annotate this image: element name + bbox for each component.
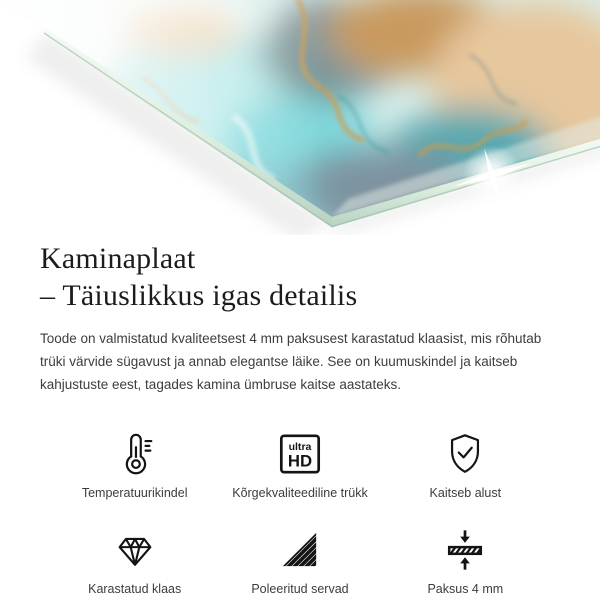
ultra-hd-icon <box>217 427 382 477</box>
feature-label: Karastatud klaas <box>88 582 182 596</box>
feature-polished-edges <box>217 523 382 597</box>
diamond-icon <box>52 523 217 573</box>
feature-print-quality <box>217 427 382 501</box>
product-description: Toode on valmistatud kvaliteetsest 4 mm paksusest karastatud klaasist, mis rõhutab trüki värvide sügavust ja annab elegantse läike. See on kuumuskindel ja kaitseb kahjustuste eest, tagades kamina ümbruse kaitse aastateks. <box>40 331 542 392</box>
features-grid <box>40 427 560 597</box>
feature-thickness <box>383 523 548 597</box>
polished-edges-icon <box>217 523 382 573</box>
ultra-hd-text-top: ultra <box>288 441 312 454</box>
feature-label: Poleeritud servad <box>251 582 349 596</box>
glass-plate-photo <box>0 0 600 235</box>
title-line-1: Kaminaplaat <box>40 242 196 275</box>
title-line-2: – Täiuslikkus igas detailis <box>40 279 358 312</box>
feature-label: Kaitseb alust <box>429 486 502 500</box>
page-title <box>40 240 560 314</box>
feature-label: Temperatuurikindel <box>81 486 188 500</box>
feature-protection <box>383 427 548 501</box>
hero-image <box>0 0 600 235</box>
feature-label: Kõrgekvaliteediline trükk <box>232 486 368 500</box>
ultra-hd-text-bottom: HD <box>287 451 313 471</box>
feature-temperature <box>52 427 217 501</box>
feature-tempered-glass <box>52 523 217 597</box>
shield-check-icon <box>383 427 548 477</box>
thickness-icon <box>383 523 548 573</box>
thermometer-icon <box>52 427 217 477</box>
product-info-section <box>0 240 600 597</box>
feature-label: Paksus 4 mm <box>427 582 504 596</box>
